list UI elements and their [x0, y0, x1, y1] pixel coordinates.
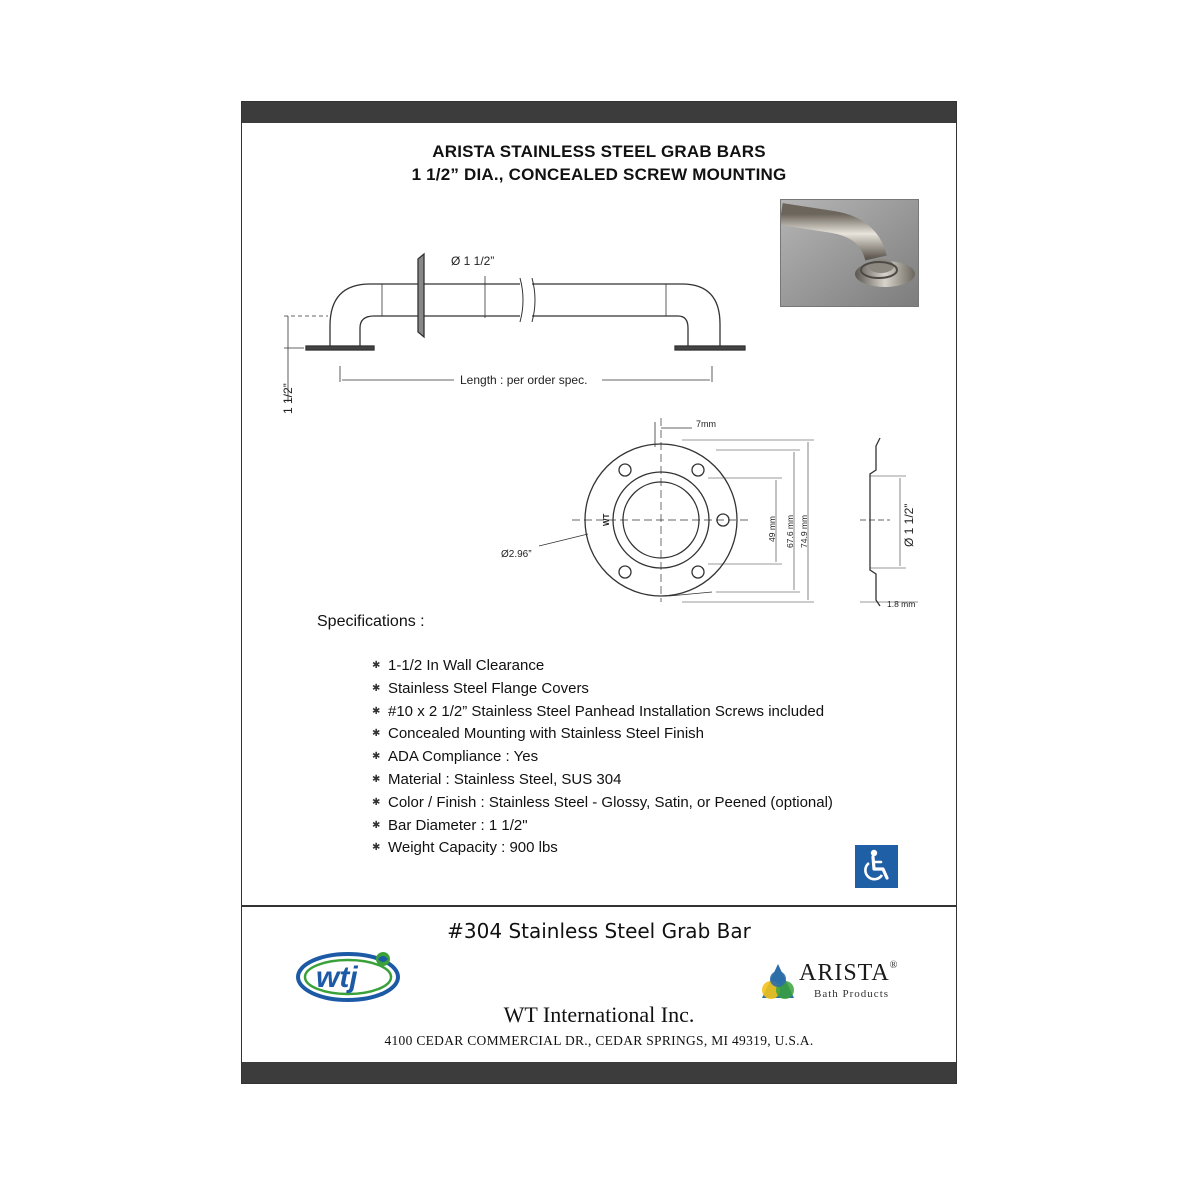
- list-item: ✱ Stainless Steel Flange Covers: [372, 678, 833, 701]
- bullet-icon: ✱: [372, 751, 381, 763]
- list-item: ✱ #10 x 2 1/2” Stainless Steel Panhead Installation Screws included: [372, 701, 833, 724]
- flange-dim-749: 74.9 mm: [799, 514, 809, 548]
- sheet-subtitle: 1 1/2” DIA., CONCEALED SCREW MOUNTING: [411, 165, 787, 184]
- flange-mark: WT: [602, 513, 611, 526]
- list-item: ✱ Color / Finish : Stainless Steel - Glossy, Satin, or Peened (optional): [372, 792, 833, 815]
- bullet-icon: ✱: [372, 842, 381, 854]
- list-item: ✱ 1-1/2 In Wall Clearance: [372, 655, 833, 678]
- bar-diameter-label: Ø 1 1/2”: [451, 254, 495, 268]
- wti-logo: [296, 947, 406, 1003]
- arista-subtitle: Bath Products: [814, 988, 890, 1000]
- sheet-title: ARISTA STAINLESS STEEL GRAB BARS: [432, 142, 766, 161]
- list-item: ✱ Concealed Mounting with Stainless Steel Finish: [372, 723, 833, 746]
- bullet-icon: ✱: [372, 796, 381, 808]
- spec-sheet: [241, 101, 957, 1084]
- list-item: ✱ Weight Capacity : 900 lbs: [372, 837, 833, 860]
- bullet-icon: ✱: [372, 819, 381, 831]
- arista-reg: ®: [889, 960, 899, 971]
- bullet-icon: ✱: [372, 660, 381, 671]
- bottom-band: [242, 1062, 956, 1083]
- bullet-icon: ✱: [372, 682, 381, 694]
- flange-diameter-label: Ø2.96”: [501, 549, 532, 560]
- product-name: #304 Stainless Steel Grab Bar: [447, 919, 751, 943]
- bullet-icon: ✱: [372, 773, 381, 785]
- arista-triangle-icon: [760, 962, 796, 1002]
- side-diameter-label: Ø 1 1/2”: [902, 503, 916, 547]
- wti-logo-text: wtj: [316, 961, 358, 994]
- flange-dim-49: 49 mm: [767, 516, 777, 542]
- clearance-label: 1 1/2”: [281, 383, 295, 414]
- flange-dim-676: 67.6 mm: [785, 514, 795, 548]
- footer-divider: [242, 905, 956, 907]
- list-item: ✱ Bar Diameter : 1 1/2": [372, 815, 833, 838]
- list-item: ✱ Material : Stainless Steel, SUS 304: [372, 769, 833, 792]
- bullet-icon: ✱: [372, 728, 381, 740]
- specifications-heading: Specifications :: [317, 613, 425, 630]
- bullet-icon: ✱: [372, 705, 381, 717]
- flange-offset-label: 7mm: [696, 419, 716, 429]
- company-address: 4100 CEDAR COMMERCIAL DR., CEDAR SPRINGS, MI 49319, U.S.A.: [384, 1033, 814, 1048]
- side-thickness-label: 1.8 mm: [887, 599, 916, 609]
- specifications-list: [372, 655, 833, 860]
- length-label: Length : per order spec.: [460, 373, 588, 387]
- wheelchair-icon: [855, 845, 898, 888]
- company-name: WT International Inc.: [503, 1002, 695, 1027]
- list-item: ✱ ADA Compliance : Yes: [372, 746, 833, 769]
- technical-drawing: [242, 102, 957, 622]
- arista-logo: [760, 960, 920, 1004]
- arista-name: ARISTA: [799, 960, 890, 986]
